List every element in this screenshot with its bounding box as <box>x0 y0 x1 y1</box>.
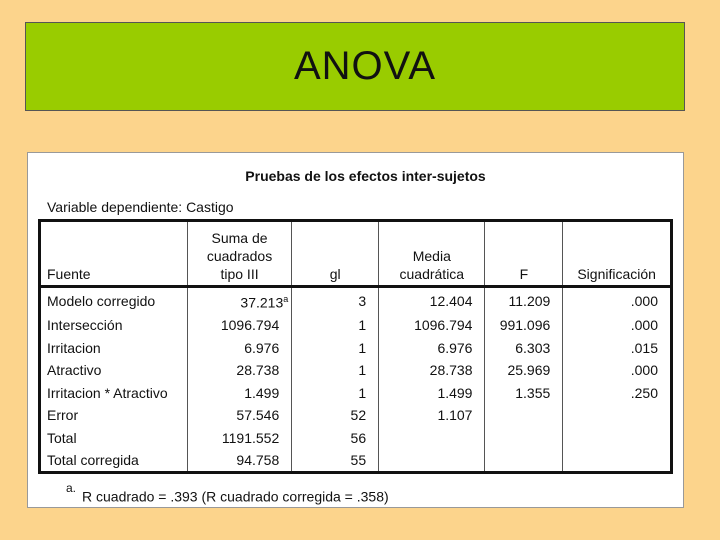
cell-media-value: 1.107 <box>437 407 473 424</box>
cell-suma <box>187 314 291 337</box>
cell-fuente-value: Irritacion * Atractivo <box>47 384 168 401</box>
cell-sig <box>563 359 672 382</box>
cell-f <box>485 381 563 404</box>
cell-sig-value: .250 <box>630 384 658 401</box>
header-fuente: Fuente <box>40 221 188 287</box>
cell-sig-value: .000 <box>630 316 658 333</box>
header-row <box>40 221 672 287</box>
cell-fuente-value: Modelo corregido <box>47 292 156 309</box>
cell-fuente <box>40 404 188 427</box>
cell-fuente <box>40 314 188 337</box>
cell-sig <box>563 314 672 337</box>
cell-gl-value: 1 <box>358 316 367 333</box>
cell-media-value: 1.499 <box>437 384 473 401</box>
cell-media <box>379 359 485 382</box>
anova-output-panel <box>27 152 684 508</box>
header-gl: gl <box>292 221 379 287</box>
cell-f <box>485 287 563 314</box>
cell-media <box>379 381 485 404</box>
cell-gl-value: 1 <box>358 362 367 379</box>
cell-f-value: 6.303 <box>515 339 551 356</box>
cell-gl-value: 52 <box>350 407 367 424</box>
cell-fuente <box>40 287 188 314</box>
dependent-variable-label: Variable dependiente: Castigo <box>47 199 234 215</box>
cell-gl <box>292 404 379 427</box>
cell-suma-value: 1096.794 <box>220 316 280 333</box>
cell-fuente <box>40 359 188 382</box>
table-row <box>40 314 672 337</box>
cell-suma-value: 94.758 <box>236 452 280 469</box>
cell-suma-value: 1191.552 <box>221 429 280 446</box>
cell-sig <box>563 449 672 473</box>
cell-gl-value: 1 <box>358 384 367 401</box>
cell-fuente-value: Irritacion <box>47 339 101 356</box>
footnote <box>66 483 389 506</box>
cell-fuente <box>40 449 188 473</box>
slide-title-box <box>25 22 685 111</box>
cell-fuente <box>40 336 188 359</box>
cell-gl <box>292 287 379 314</box>
cell-gl <box>292 427 379 450</box>
cell-fuente-value: Intersección <box>47 316 123 333</box>
cell-media-value: 12.404 <box>429 292 473 309</box>
cell-fuente-value: Total <box>47 429 77 446</box>
header-suma: Suma de cuadrados tipo III <box>187 221 291 287</box>
cell-suma <box>187 404 291 427</box>
cell-f-value: 11.209 <box>508 292 551 309</box>
cell-sig <box>563 404 672 427</box>
cell-f-value: 1.355 <box>515 384 551 401</box>
cell-suma-value: 28.738 <box>236 362 280 379</box>
table-row <box>40 287 672 314</box>
cell-suma <box>187 449 291 473</box>
cell-f <box>485 359 563 382</box>
cell-sig <box>563 287 672 314</box>
cell-sig <box>563 381 672 404</box>
table-row <box>40 336 672 359</box>
footnote-text: R cuadrado = .393 (R cuadrado corregida = .358) <box>82 488 389 505</box>
cell-suma-value: 37.213 <box>240 294 284 311</box>
cell-media-value: 28.738 <box>429 362 473 379</box>
cell-suma <box>187 336 291 359</box>
cell-gl-value: 3 <box>358 292 367 309</box>
cell-fuente <box>40 381 188 404</box>
cell-gl <box>292 381 379 404</box>
cell-f-value: 991.096 <box>499 316 551 333</box>
cell-suma <box>187 287 291 314</box>
header-f: F <box>485 221 563 287</box>
cell-gl <box>292 336 379 359</box>
cell-sig <box>563 427 672 450</box>
table-row <box>40 404 672 427</box>
superscript-a: a <box>283 294 289 304</box>
table-row <box>40 449 672 473</box>
table-row <box>40 381 672 404</box>
cell-gl-value: 56 <box>350 429 367 446</box>
slide-title: ANOVA <box>293 44 437 88</box>
cell-fuente <box>40 427 188 450</box>
anova-table <box>38 219 673 474</box>
cell-gl-value: 1 <box>358 339 367 356</box>
cell-fuente-value: Total corregida <box>47 452 139 469</box>
cell-gl <box>292 314 379 337</box>
cell-suma-value: 57.546 <box>236 407 280 424</box>
cell-suma <box>187 427 291 450</box>
cell-sig-value: .015 <box>630 339 658 356</box>
cell-media <box>379 427 485 450</box>
cell-suma-value: 6.976 <box>244 339 280 356</box>
cell-f <box>485 427 563 450</box>
header-media: Media cuadrática <box>379 221 485 287</box>
cell-media <box>379 336 485 359</box>
cell-media-value: 6.976 <box>437 339 473 356</box>
cell-media <box>379 314 485 337</box>
cell-sig <box>563 336 672 359</box>
cell-f-value: 25.969 <box>507 362 551 379</box>
table-row <box>40 359 672 382</box>
cell-f <box>485 449 563 473</box>
cell-suma <box>187 359 291 382</box>
cell-f <box>485 314 563 337</box>
table-row <box>40 427 672 450</box>
cell-sig-value: .000 <box>630 292 658 309</box>
footnote-mark: a. <box>66 481 77 495</box>
cell-media <box>379 287 485 314</box>
cell-media <box>379 404 485 427</box>
cell-gl-value: 55 <box>350 452 367 469</box>
table-title: Pruebas de los efectos inter-sujetos <box>245 168 486 184</box>
cell-f <box>485 404 563 427</box>
cell-fuente-value: Atractivo <box>47 362 102 379</box>
cell-suma-value: 1.499 <box>244 384 280 401</box>
header-sig: Significación <box>563 221 672 287</box>
cell-suma <box>187 381 291 404</box>
cell-gl <box>292 449 379 473</box>
cell-media-value: 1096.794 <box>414 316 473 333</box>
cell-media <box>379 449 485 473</box>
cell-f <box>485 336 563 359</box>
cell-fuente-value: Error <box>47 407 79 424</box>
cell-sig-value: .000 <box>630 362 658 379</box>
cell-gl <box>292 359 379 382</box>
